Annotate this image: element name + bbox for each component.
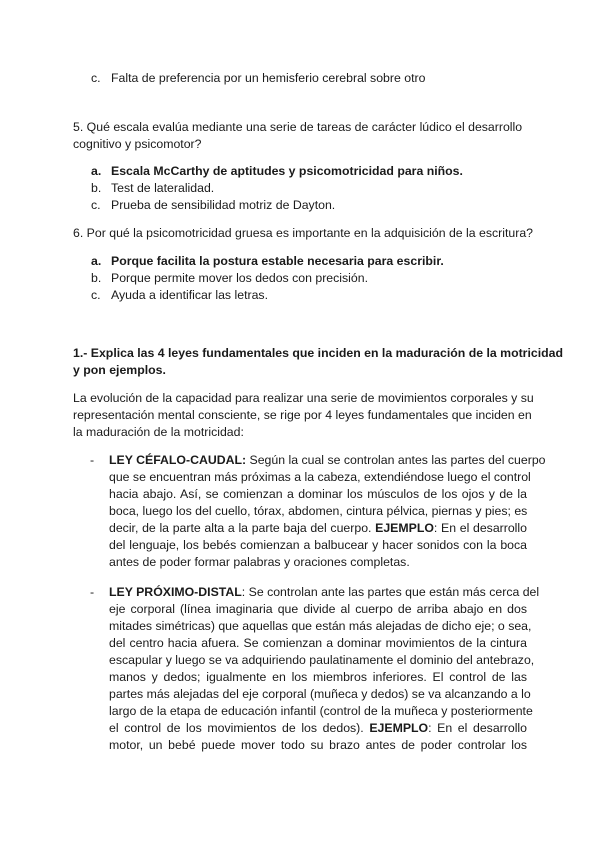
law1-title: LEY CÉFALO-CAUDAL: [109,453,247,467]
law2-line-7: partes más alejadas del eje corporal (muñeca y dedos) se va alcanzando a lo [109,687,531,701]
law2-line-3: mitades simétricas) que aquellas que están más alejadas de dicho eje; o sea, [109,619,532,633]
law1-line-4: boca, luego los del cuello, tórax, abdomen, cintura pélvica, piernas y pies; es [109,504,528,518]
law1-line-6: del lenguaje, los bebés comienzan a balbucear y hacer sonidos con la boca [109,538,527,552]
section-heading-line-2: y pon ejemplos. [73,363,166,377]
section-heading-line-1: 1.- Explica las 4 leyes fundamentales que inciden en la maduración de la motricidad [73,346,563,360]
option-text: Falta de preferencia por un hemisferio cerebral sobre otro [111,71,426,85]
intro-line-1: La evolución de la capacidad para realizar una serie de movimientos corporales y su [73,391,534,405]
law1-line-3: hacia abajo. Así, se comienzan a dominar los músculos de los ojos y de la [109,487,527,501]
law2-line-8: largo de la etapa de educación infantil (control de la muñeca y posteriormente [109,704,533,718]
law2-line-4: del centro hacia afuera. Se comienzan a dominar movimientos de la cintura [109,636,527,650]
intro-line-3: la maduración de la motricidad: [73,425,244,439]
law1-line-5 [109,520,527,537]
law1-line-2: que se encuentran más próximas a la cabeza, extendiéndose luego el control [109,470,531,484]
law2-line-2: eje corporal (línea imaginaria que divide al cuerpo de arriba abajo en dos [109,602,527,616]
law2-line-5: escapular y luego se va adquiriendo paulatinamente el dominio del antebrazo, [109,653,535,667]
law2-line-9 [109,720,527,737]
law1-line-7: antes de poder formar palabras y oraciones completas. [109,555,410,569]
option-label: a. [91,254,102,268]
law1-line-1 [109,452,546,469]
intro-line-2: representación mental consciente, se rige por 4 leyes fundamentales que inciden en [73,408,532,422]
law2-post-example: : En el desarrollo [428,721,527,735]
law2-line-10: motor, un bebé puede mover todo su brazo antes de poder controlar los [109,738,527,752]
law1-post-example: : En el desarrollo [433,521,527,535]
option-text: Prueba de sensibilidad motriz de Dayton. [111,198,336,212]
law2-pre-example: el control de los movimientos de los dedos). [109,721,364,735]
bullet-marker-law2: - [90,585,95,599]
law2-title: LEY PRÓXIMO-DISTAL [109,585,242,599]
option-text: Ayuda a identificar las letras. [111,288,268,302]
law2-line-6: manos y dedos; igualmente en los miembros inferiores. El control de las [109,670,527,684]
option-label: c. [91,71,101,85]
option-text: Test de lateralidad. [111,181,215,195]
q6-question-line: 6. Por qué la psicomotricidad gruesa es importante en la adquisición de la escritura? [73,226,534,240]
q5-question-line-1: 5. Qué escala evalúa mediante una serie de tareas de carácter lúdico el desarrollo [73,120,523,134]
law2-example-label: EJEMPLO [369,721,429,735]
law1-first-text: Según la cual se controlan antes las partes del cuerpo [249,453,546,467]
option-label: b. [91,181,102,195]
option-text: Porque facilita la postura estable necesaria para escribir. [111,254,444,268]
option-text: Porque permite mover los dedos con precisión. [111,271,368,285]
bullet-marker-law1: - [90,453,95,467]
q5-question-line-2: cognitivo y psicomotor? [73,137,202,151]
law1-pre-example: decir, de la parte alta a la parte baja del cuerpo. [109,521,372,535]
option-label: c. [91,198,101,212]
law1-example-label: EJEMPLO [375,521,434,535]
option-label: c. [91,288,101,302]
law2-first-text: : Se controlan ante las partes que están más cerca del [241,585,540,599]
option-text: Escala McCarthy de aptitudes y psicomotricidad para niños. [111,164,463,178]
law2-line-1 [109,584,540,601]
option-label: b. [91,271,102,285]
option-label: a. [91,164,102,178]
